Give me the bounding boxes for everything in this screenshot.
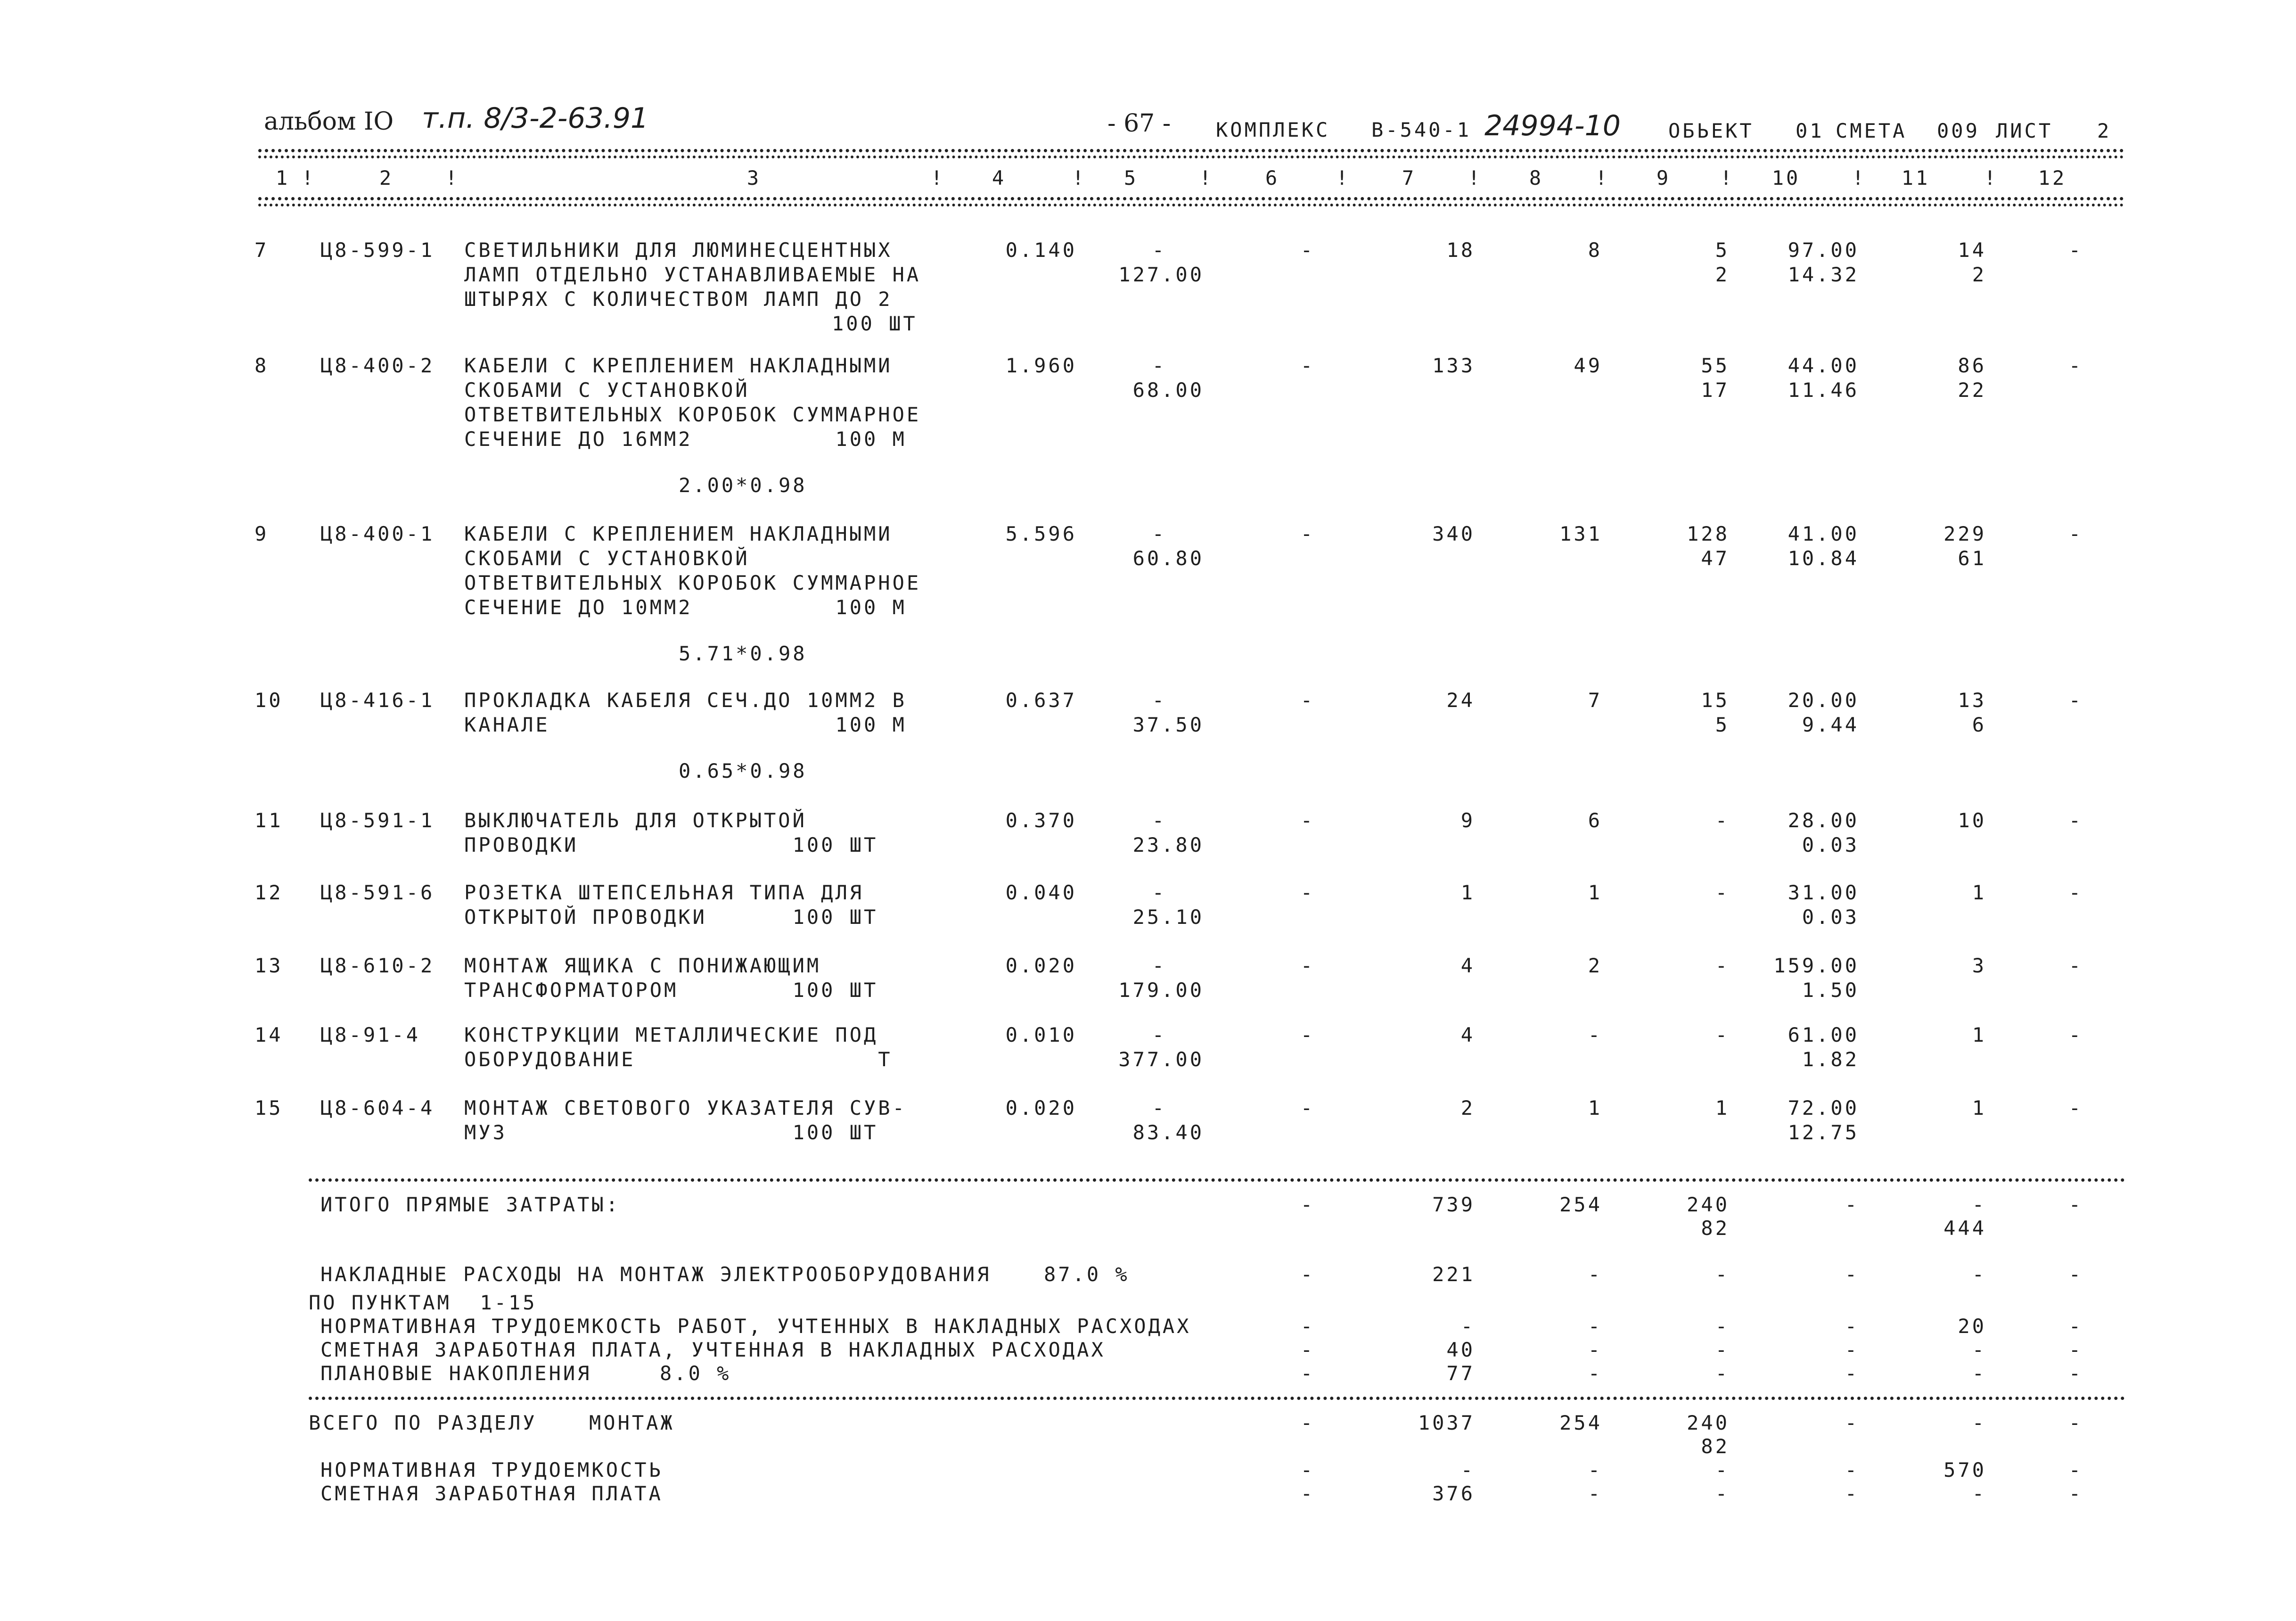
quantity: 0.020	[1005, 1096, 1077, 1119]
equipment-cost: 131	[1559, 522, 1602, 545]
col6-dash: -	[1300, 689, 1315, 712]
description-line: ОБОРУДОВАНИЕ Т	[464, 1048, 893, 1071]
col12-dash: -	[2068, 954, 2083, 977]
unit-cost-wage: 60.80	[1132, 547, 1204, 570]
unit-cost-dash: -	[1152, 239, 1166, 262]
direct-total-c9a: 240	[1687, 1193, 1730, 1216]
labor-norm-c11: 20	[1958, 1315, 1986, 1338]
quantity: 0.637	[1005, 689, 1077, 712]
column-number-4: 4	[992, 166, 1007, 189]
labor-unit-machine: 1.82	[1802, 1048, 1859, 1071]
totals-rule	[309, 1178, 2125, 1182]
row-number: 11	[254, 809, 283, 832]
direct-total-c8: 254	[1559, 1193, 1602, 1216]
section-total-c7: 1037	[1418, 1411, 1475, 1434]
planned-accumulation-label: ПЛАНОВЫЕ НАКОПЛЕНИЯ	[320, 1362, 592, 1385]
unit-cost-dash: -	[1152, 354, 1166, 377]
column-number-1: 1	[275, 166, 290, 189]
column-number-7: 7	[1402, 166, 1417, 189]
equipment-cost: 49	[1574, 354, 1602, 377]
description-line: ЛАМП ОТДЕЛЬНО УСТАНАВЛИВАЕМЫЕ НА	[464, 263, 921, 286]
description-line: ВЫКЛЮЧАТЕЛЬ ДЛЯ ОТКРЫТОЙ	[464, 809, 807, 832]
overhead-c8: -	[1588, 1263, 1602, 1286]
description-line: ПРОКЛАДКА КАБЕЛЯ СЕЧ.ДО 10ММ2 В	[464, 689, 907, 712]
labor-total-line-label: НОРМАТИВНАЯ ТРУДОЕМКОСТЬ	[320, 1458, 663, 1481]
wage-total-line-c12: -	[2068, 1482, 2083, 1505]
complex-label: КОМПЛЕКС	[1216, 118, 1330, 141]
column-header-rule-2	[258, 204, 2124, 206]
description-line: ОТВЕТВИТЕЛЬНЫХ КОРОБОК СУММАРНОЕ	[464, 403, 921, 426]
labor-norm-c8: -	[1588, 1315, 1602, 1338]
wage-total-line-c8: -	[1588, 1482, 1602, 1505]
labor-unit: 41.00	[1788, 522, 1859, 545]
description-line: СЕЧЕНИЕ ДО 16ММ2 100 М	[464, 428, 907, 451]
col6-dash: -	[1300, 1023, 1315, 1046]
column-header-rule	[258, 197, 2124, 200]
header-rule-top	[258, 149, 2124, 152]
wage-total-line-c11: -	[1972, 1482, 1986, 1505]
description-line: МОНТАЖ СВЕТОВОГО УКАЗАТЕЛЯ СУВ-	[464, 1096, 907, 1119]
unit-cost-wage: 23.80	[1132, 833, 1204, 856]
column-separator: !	[1072, 166, 1087, 189]
unit-cost-dash: -	[1152, 1023, 1166, 1046]
labor-total: 3	[1972, 954, 1986, 977]
quantity: 5.596	[1005, 522, 1077, 545]
description-line: СКОБАМИ С УСТАНОВКОЙ	[464, 379, 750, 402]
labor-unit: 72.00	[1788, 1096, 1859, 1119]
total-cost: 4	[1460, 954, 1475, 977]
object-label: ОБЬЕКТ	[1668, 119, 1754, 142]
wage-total-line-c10: -	[1845, 1482, 1859, 1505]
description-line: ПРОВОДКИ 100 ШТ	[464, 833, 878, 856]
machine-cost: 15	[1701, 689, 1730, 712]
equipment-cost: -	[1588, 1023, 1602, 1046]
labor-unit: 31.00	[1788, 881, 1859, 904]
labor-total: 229	[1943, 522, 1986, 545]
equipment-cost: 1	[1588, 881, 1602, 904]
labor-unit: 20.00	[1788, 689, 1859, 712]
column-number-12: 12	[2038, 166, 2067, 189]
wage-overhead-c11: -	[1972, 1338, 1986, 1361]
total-cost: 4	[1460, 1023, 1475, 1046]
description-line: РОЗЕТКА ШТЕПСЕЛЬНАЯ ТИПА ДЛЯ	[464, 881, 864, 904]
description-line: СКОБАМИ С УСТАНОВКОЙ	[464, 547, 750, 570]
tp-handwritten: т.п. 8/3-2-63.91	[422, 102, 649, 135]
unit-cost-wage: 25.10	[1132, 905, 1204, 929]
machine-cost: 1	[1715, 1096, 1730, 1119]
wage-overhead-c9: -	[1715, 1338, 1730, 1361]
rate-code: Ц8-599-1	[320, 239, 435, 262]
labor-norm-label: НОРМАТИВНАЯ ТРУДОЕМКОСТЬ РАБОТ, УЧТЕННЫХ В НАКЛАДНЫХ РАСХОДАХ	[320, 1315, 1191, 1338]
column-separator: !	[1720, 166, 1735, 189]
section-total-c6: -	[1300, 1411, 1315, 1434]
album-label: альбом IO	[264, 107, 394, 136]
labor-total-machine: 2	[1972, 263, 1986, 286]
overhead-c6: -	[1300, 1263, 1315, 1286]
overhead-c10: -	[1845, 1263, 1859, 1286]
description-line: СЕЧЕНИЕ ДО 10ММ2 100 М	[464, 596, 907, 619]
sheet-label: ЛИСТ	[1996, 119, 2053, 142]
labor-unit-machine: 14.32	[1788, 263, 1859, 286]
col6-dash: -	[1300, 954, 1315, 977]
labor-total: 1	[1972, 881, 1986, 904]
planned-accumulation-c12: -	[2068, 1362, 2083, 1385]
wage-total-line-c6: -	[1300, 1482, 1315, 1505]
col12-dash: -	[2068, 1096, 2083, 1119]
labor-unit-machine: 0.03	[1802, 905, 1859, 929]
description-line: ТРАНСФОРМАТОРОМ 100 ШТ	[464, 979, 878, 1002]
quantity-formula: 5.71*0.98	[679, 642, 807, 665]
page-number: - 67 -	[1107, 109, 1171, 138]
column-separator: !	[1199, 166, 1214, 189]
labor-unit: 28.00	[1788, 809, 1859, 832]
machine-cost: 128	[1687, 522, 1730, 545]
description-line: 100 ШТ	[832, 312, 918, 335]
unit-cost-wage: 179.00	[1118, 979, 1204, 1002]
labor-unit: 97.00	[1788, 239, 1859, 262]
complex-code: В-540-1	[1371, 118, 1472, 141]
planned-accumulation-c9: -	[1715, 1362, 1730, 1385]
labor-total-machine: 6	[1972, 713, 1986, 736]
unit-cost-dash: -	[1152, 881, 1166, 904]
labor-norm-c12: -	[2068, 1315, 2083, 1338]
labor-norm-c9: -	[1715, 1315, 1730, 1338]
labor-norm-c6: -	[1300, 1315, 1315, 1338]
wage-overhead-label: СМЕТНАЯ ЗАРАБОТНАЯ ПЛАТА, УЧТЕННАЯ В НАКЛАДНЫХ РАСХОДАХ	[320, 1338, 1106, 1361]
labor-total: 1	[1972, 1023, 1986, 1046]
direct-total-c9b: 82	[1701, 1217, 1730, 1240]
rate-code: Ц8-591-6	[320, 881, 435, 904]
col12-dash: -	[2068, 354, 2083, 377]
rate-code: Ц8-604-4	[320, 1096, 435, 1119]
column-number-10: 10	[1771, 166, 1801, 189]
labor-total-line-c6: -	[1300, 1458, 1315, 1481]
labor-unit-machine: 9.44	[1802, 713, 1859, 736]
direct-total-c10: -	[1845, 1193, 1859, 1216]
unit-cost-dash: -	[1152, 522, 1166, 545]
machine-cost: -	[1715, 881, 1730, 904]
section-total-c10: -	[1845, 1411, 1859, 1434]
planned-accumulation-c6: -	[1300, 1362, 1315, 1385]
overhead-c12: -	[2068, 1263, 2083, 1286]
row-number: 12	[254, 881, 283, 904]
column-number-11: 11	[1901, 166, 1930, 189]
direct-total-c12: -	[2068, 1193, 2083, 1216]
labor-total-line-c8: -	[1588, 1458, 1602, 1481]
direct-total-c11a: -	[1972, 1193, 1986, 1216]
column-number-9: 9	[1656, 166, 1671, 189]
col12-dash: -	[2068, 522, 2083, 545]
direct-total-c11b: 444	[1943, 1217, 1986, 1240]
col12-dash: -	[2068, 1023, 2083, 1046]
total-cost: 340	[1432, 522, 1475, 545]
description-line: МОНТАЖ ЯЩИКА С ПОНИЖАЮЩИМ	[464, 954, 821, 977]
smeta-value: 009	[1937, 119, 1980, 142]
labor-unit-machine: 1.50	[1802, 979, 1859, 1002]
col12-dash: -	[2068, 881, 2083, 904]
description-line: МУЗ 100 ШТ	[464, 1121, 878, 1144]
equipment-cost: 7	[1588, 689, 1602, 712]
total-cost: 133	[1432, 354, 1475, 377]
object-value: 01	[1796, 119, 1824, 142]
section-total-c9a: 240	[1687, 1411, 1730, 1434]
unit-cost-dash: -	[1152, 954, 1166, 977]
labor-total: 10	[1958, 809, 1986, 832]
col6-dash: -	[1300, 522, 1315, 545]
row-number: 13	[254, 954, 283, 977]
wage-overhead-c7: 40	[1446, 1338, 1475, 1361]
machine-cost: 55	[1701, 354, 1730, 377]
wage-total-line-label: СМЕТНАЯ ЗАРАБОТНАЯ ПЛАТА	[320, 1482, 663, 1505]
description-line: СВЕТИЛЬНИКИ ДЛЯ ЛЮМИНЕСЦЕНТНЫХ	[464, 239, 893, 262]
row-number: 14	[254, 1023, 283, 1046]
col12-dash: -	[2068, 689, 2083, 712]
machine-wage: 5	[1715, 713, 1730, 736]
total-cost: 2	[1460, 1096, 1475, 1119]
overhead-percent: 87.0 %	[1044, 1263, 1130, 1286]
direct-total-label: ИТОГО ПРЯМЫЕ ЗАТРАТЫ:	[320, 1193, 621, 1216]
column-number-2: 2	[379, 166, 394, 189]
labor-unit-machine: 0.03	[1802, 833, 1859, 856]
total-cost: 9	[1460, 809, 1475, 832]
quantity: 0.370	[1005, 809, 1077, 832]
unit-cost-dash: -	[1152, 689, 1166, 712]
labor-unit-machine: 10.84	[1788, 547, 1859, 570]
col12-dash: -	[2068, 809, 2083, 832]
smeta-label: СМЕТА	[1836, 119, 1907, 142]
unit-cost-dash: -	[1152, 1096, 1166, 1119]
wage-overhead-c6: -	[1300, 1338, 1315, 1361]
col12-dash: -	[2068, 239, 2083, 262]
row-number: 8	[254, 354, 269, 377]
col6-dash: -	[1300, 881, 1315, 904]
row-number: 15	[254, 1096, 283, 1119]
unit-cost-wage: 68.00	[1132, 379, 1204, 402]
equipment-cost: 2	[1588, 954, 1602, 977]
quantity: 0.020	[1005, 954, 1077, 977]
column-separator: !	[1984, 166, 1999, 189]
equipment-cost: 1	[1588, 1096, 1602, 1119]
rate-code: Ц8-610-2	[320, 954, 435, 977]
equipment-cost: 6	[1588, 809, 1602, 832]
wage-overhead-c12: -	[2068, 1338, 2083, 1361]
machine-cost: 5	[1715, 239, 1730, 262]
machine-cost: -	[1715, 809, 1730, 832]
labor-total-line-c7: -	[1460, 1458, 1475, 1481]
sheet-value: 2	[2097, 119, 2112, 142]
description-line: ОТВЕТВИТЕЛЬНЫХ КОРОБОК СУММАРНОЕ	[464, 571, 921, 594]
machine-wage: 17	[1701, 379, 1730, 402]
unit-cost-dash: -	[1152, 809, 1166, 832]
description-line: КАНАЛЕ 100 М	[464, 713, 907, 736]
labor-total: 14	[1958, 239, 1986, 262]
column-number-5: 5	[1123, 166, 1139, 189]
col6-dash: -	[1300, 1096, 1315, 1119]
planned-percent: 8.0 %	[660, 1362, 731, 1385]
column-number-6: 6	[1265, 166, 1280, 189]
machine-cost: -	[1715, 1023, 1730, 1046]
row-number: 7	[254, 239, 269, 262]
labor-unit-machine: 11.46	[1788, 379, 1859, 402]
column-separator: !	[445, 166, 460, 189]
unit-cost-wage: 37.50	[1132, 713, 1204, 736]
column-separator: !	[1468, 166, 1483, 189]
column-separator: !	[1852, 166, 1867, 189]
section-total-c8: 254	[1559, 1411, 1602, 1434]
overhead-c9: -	[1715, 1263, 1730, 1286]
rate-code: Ц8-416-1	[320, 689, 435, 712]
planned-accumulation-c11: -	[1972, 1362, 1986, 1385]
overhead-label: НАКЛАДНЫЕ РАСХОДЫ НА МОНТАЖ ЭЛЕКТРООБОРУДОВАНИЯ	[320, 1263, 992, 1286]
overhead-c11: -	[1972, 1263, 1986, 1286]
planned-accumulation-c8: -	[1588, 1362, 1602, 1385]
machine-cost: -	[1715, 954, 1730, 977]
wage-total-line-c9: -	[1715, 1482, 1730, 1505]
rate-code: Ц8-400-1	[320, 522, 435, 545]
labor-total-line-c10: -	[1845, 1458, 1859, 1481]
section-total-c9b: 82	[1701, 1435, 1730, 1458]
description-line: КОНСТРУКЦИИ МЕТАЛЛИЧЕСКИЕ ПОД	[464, 1023, 878, 1046]
column-number-3: 3	[746, 166, 762, 189]
unit-cost-wage: 83.40	[1132, 1121, 1204, 1144]
col6-dash: -	[1300, 354, 1315, 377]
direct-total-c6: -	[1300, 1193, 1315, 1216]
overhead-points: ПО ПУНКТАМ 1-15	[309, 1291, 537, 1314]
labor-unit-machine: 12.75	[1788, 1121, 1859, 1144]
total-cost: 18	[1446, 239, 1475, 262]
column-separator: !	[1336, 166, 1351, 189]
labor-unit: 44.00	[1788, 354, 1859, 377]
quantity-formula: 0.65*0.98	[679, 759, 807, 782]
description-line: КАБЕЛИ С КРЕПЛЕНИЕМ НАКЛАДНЫМИ	[464, 354, 893, 377]
labor-total-line-c11: 570	[1943, 1458, 1986, 1481]
row-number: 10	[254, 689, 283, 712]
rate-code: Ц8-400-2	[320, 354, 435, 377]
quantity: 0.140	[1005, 239, 1077, 262]
description-line: КАБЕЛИ С КРЕПЛЕНИЕМ НАКЛАДНЫМИ	[464, 522, 893, 545]
section-rule	[309, 1397, 2125, 1400]
labor-unit: 159.00	[1773, 954, 1859, 977]
equipment-cost: 8	[1588, 239, 1602, 262]
wage-overhead-c8: -	[1588, 1338, 1602, 1361]
complex-handwritten: 24994-10	[1484, 109, 1621, 142]
quantity: 0.010	[1005, 1023, 1077, 1046]
wage-total-line-c7: 376	[1432, 1482, 1475, 1505]
labor-norm-c10: -	[1845, 1315, 1859, 1338]
labor-total-line-c12: -	[2068, 1458, 2083, 1481]
description-line: ОТКРЫТОЙ ПРОВОДКИ 100 ШТ	[464, 905, 878, 929]
wage-overhead-c10: -	[1845, 1338, 1859, 1361]
section-total-c11: -	[1972, 1411, 1986, 1434]
column-number-8: 8	[1529, 166, 1544, 189]
description-line: ШТЫРЯХ С КОЛИЧЕСТВОМ ЛАМП ДО 2	[464, 288, 893, 311]
section-name: МОНТАЖ	[589, 1411, 675, 1434]
rate-code: Ц8-91-4	[320, 1023, 421, 1046]
labor-total-line-c9: -	[1715, 1458, 1730, 1481]
column-separator: !	[301, 166, 316, 189]
total-cost: 1	[1460, 881, 1475, 904]
column-separator: !	[930, 166, 945, 189]
quantity: 1.960	[1005, 354, 1077, 377]
labor-total-machine: 22	[1958, 379, 1986, 402]
section-total-c12: -	[2068, 1411, 2083, 1434]
row-number: 9	[254, 522, 269, 545]
labor-total: 86	[1958, 354, 1986, 377]
unit-cost-wage: 127.00	[1118, 263, 1204, 286]
machine-wage: 47	[1701, 547, 1730, 570]
quantity-formula: 2.00*0.98	[679, 474, 807, 497]
unit-cost-wage: 377.00	[1118, 1048, 1204, 1071]
labor-total: 1	[1972, 1096, 1986, 1119]
col6-dash: -	[1300, 239, 1315, 262]
section-total-label: ВСЕГО ПО РАЗДЕЛУ	[309, 1411, 537, 1434]
direct-total-c7: 739	[1432, 1193, 1475, 1216]
total-cost: 24	[1446, 689, 1475, 712]
quantity: 0.040	[1005, 881, 1077, 904]
machine-wage: 2	[1715, 263, 1730, 286]
overhead-c7: 221	[1432, 1263, 1475, 1286]
header-rule-top-2	[258, 156, 2124, 158]
column-separator: !	[1595, 166, 1610, 189]
planned-accumulation-c10: -	[1845, 1362, 1859, 1385]
labor-total: 13	[1958, 689, 1986, 712]
col6-dash: -	[1300, 809, 1315, 832]
labor-norm-c7: -	[1460, 1315, 1475, 1338]
labor-unit: 61.00	[1788, 1023, 1859, 1046]
rate-code: Ц8-591-1	[320, 809, 435, 832]
labor-total-machine: 61	[1958, 547, 1986, 570]
planned-accumulation-c7: 77	[1446, 1362, 1475, 1385]
